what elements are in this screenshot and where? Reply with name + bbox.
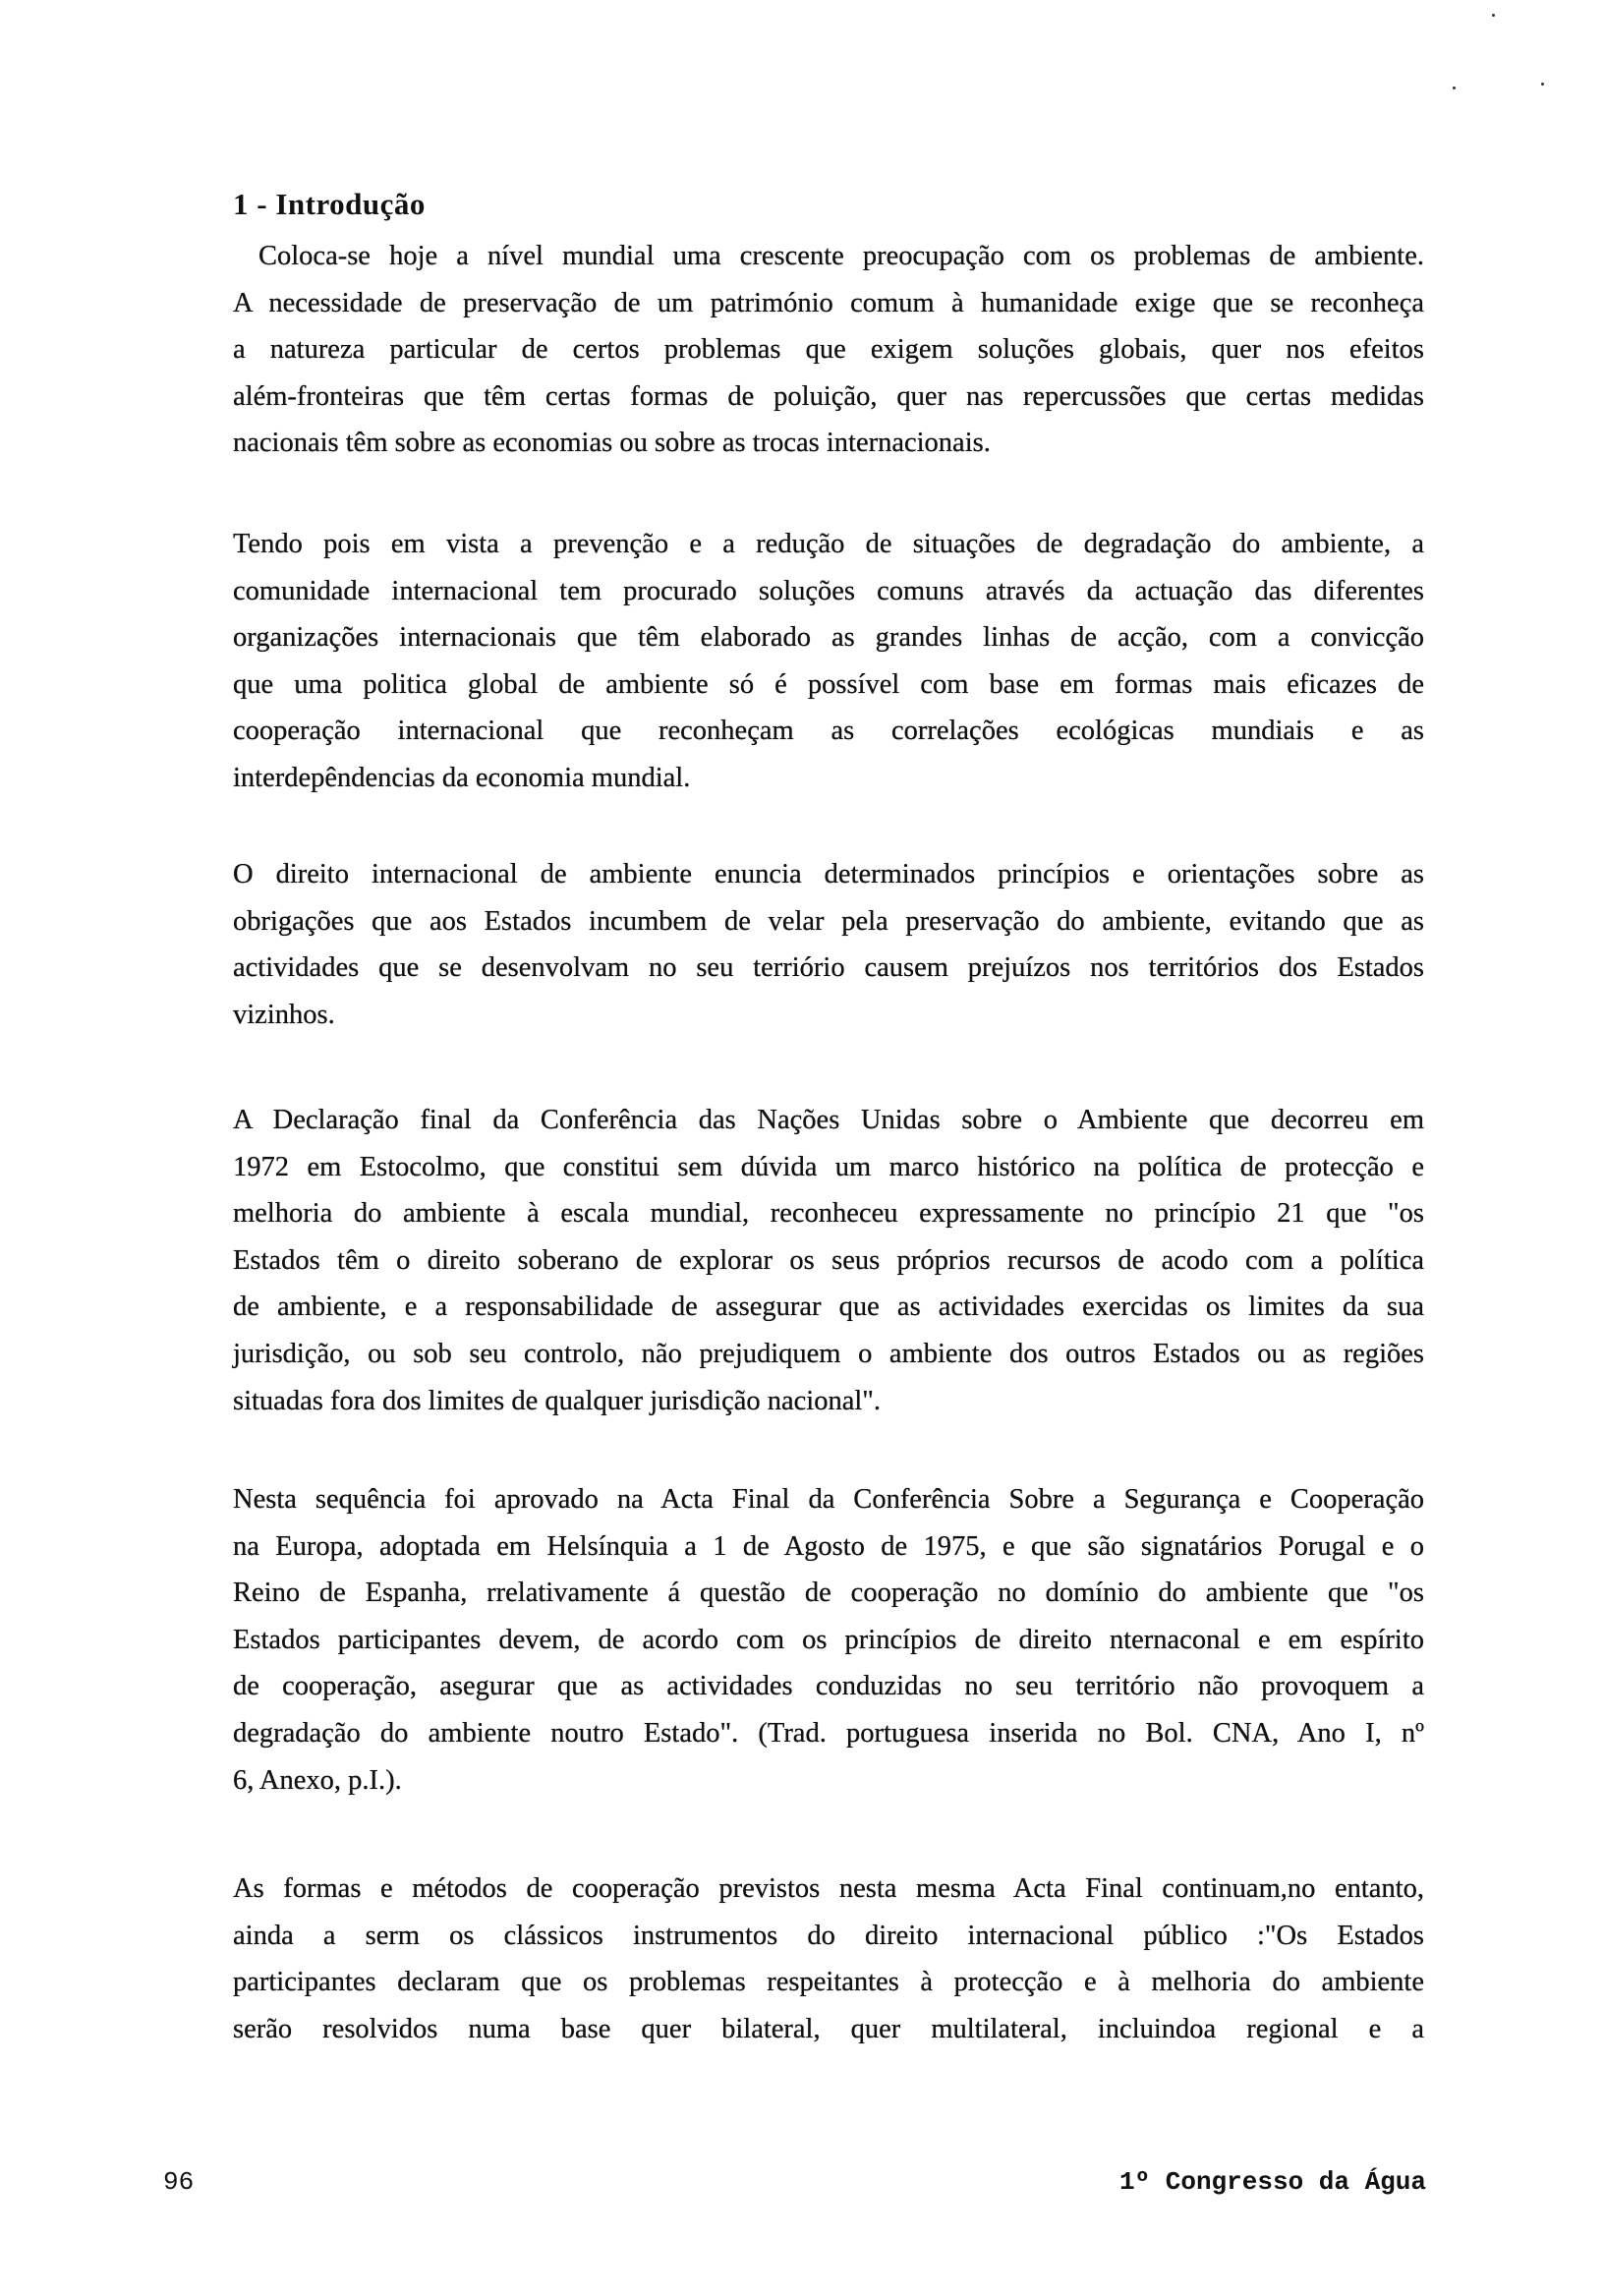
paragraph [233, 851, 1424, 1038]
text-line: que uma politica global de ambiente só é possível com base em formas mais eficazes de [233, 668, 1424, 700]
text-line: A necessidade de preservação de um património comum à humanidade exige que se reconheça [233, 287, 1424, 318]
text-line: As formas e métodos de cooperação previstos nesta mesma Acta Final continuam,no entanto, [233, 1873, 1424, 1904]
text-line: actividades que se desenvolvam no seu terriório causem prejuízos nos territórios dos Estados [233, 952, 1424, 984]
text-line: Coloca-se hoje a nível mundial uma crescente preocupação com os problemas de ambiente. [258, 241, 1424, 271]
text-line: de ambiente, e a responsabilidade de assegurar que as actividades exercidas os limites da sua [233, 1292, 1424, 1323]
paragraph [233, 521, 1424, 802]
text-line: participantes declaram que os problemas respeitantes à protecção e à melhoria do ambiente [233, 1967, 1424, 1998]
text-line: Nesta sequência foi aprovado na Acta Final da Conferência Sobre a Segurança e Cooperação [233, 1484, 1424, 1515]
text-line: de cooperação, asegurar que as actividades conduzidas no seu território não provoquem a [233, 1671, 1424, 1702]
text-line: vizinhos. [233, 999, 335, 1030]
text-line: Estados participantes devem, de acordo com os princípios de direito nternaconal e em espírito [233, 1624, 1424, 1655]
text-line: serão resolvidos numa base quer bilateral, quer multilateral, incluindoa regional e a [233, 2013, 1424, 2044]
text-line: jurisdição, ou sob seu controlo, não prejudiquem o ambiente dos outros Estados ou as regiões [233, 1338, 1424, 1369]
text-line: Tendo pois em vista a prevenção e a redução de situações de degradação do ambiente, a [233, 529, 1424, 559]
text-line: organizações internacionais que têm elaborado as grandes linhas de acção, com a convicção [233, 622, 1424, 654]
section-heading: 1 - Introdução [233, 187, 426, 221]
text-line: O direito internacional de ambiente enuncia determinados princípios e orientações sobre as [233, 859, 1424, 890]
text-line: 6, Anexo, p.I.). [233, 1764, 402, 1796]
paragraph [233, 1476, 1424, 1804]
text-line: comunidade internacional tem procurado soluções comuns através da actuação das diferentes [233, 575, 1424, 606]
text-line: ainda a serm os clássicos instrumentos do direito internacional público :"Os Estados [233, 1920, 1424, 1951]
running-footer-title: 1º Congresso da Água [1118, 2167, 1426, 2197]
text-line: 1972 em Estocolmo, que constitui sem dúvida um marco histórico na política de protecção e [233, 1151, 1424, 1182]
paragraph [233, 233, 1424, 467]
paragraph [233, 1866, 1424, 2052]
text-line: a natureza particular de certos problemas que exigem soluções globais, quer nos efeitos [233, 334, 1424, 366]
paragraph [233, 1097, 1424, 1424]
text-line: nacionais têm sobre as economias ou sobre as trocas internacionais. [233, 428, 991, 459]
text-line: Estados têm o direito soberano de explorar os seus próprios recursos de acodo com a política [233, 1244, 1424, 1276]
scan-speck [1492, 14, 1495, 17]
text-line: situadas fora dos limites de qualquer jurisdição nacional". [233, 1385, 882, 1416]
text-line: degradação do ambiente noutro Estado". (Trad. portuguesa inserida no Bol. CNA, Ano I, nº [233, 1717, 1424, 1749]
text-line: obrigações que aos Estados incumbem de velar pela preservação do ambiente, evitando que as [233, 905, 1424, 937]
text-line: na Europa, adoptada em Helsínquia a 1 de Agosto de 1975, e que são signatários Porugal e o [233, 1530, 1424, 1562]
text-line: além-fronteiras que têm certas formas de poluição, quer nas repercussões que certas medidas [233, 380, 1424, 412]
scan-speck [1541, 83, 1544, 86]
text-line: Reino de Espanha, rrelativamente á questão de cooperação no domínio do ambiente que "os [233, 1578, 1424, 1609]
text-line: cooperação internacional que reconheçam as correlações ecológicas mundiais e as [233, 716, 1424, 747]
scan-speck [1453, 86, 1456, 89]
text-line: melhoria do ambiente à escala mundial, reconheceu expressamente no princípio 21 que "os [233, 1198, 1424, 1230]
text-line: interdepêndencias da economia mundial. [233, 762, 691, 793]
text-line: A Declaração final da Conferência das Nações Unidas sobre o Ambiente que decorreu em [233, 1105, 1424, 1135]
page-number: 96 [163, 2167, 195, 2197]
